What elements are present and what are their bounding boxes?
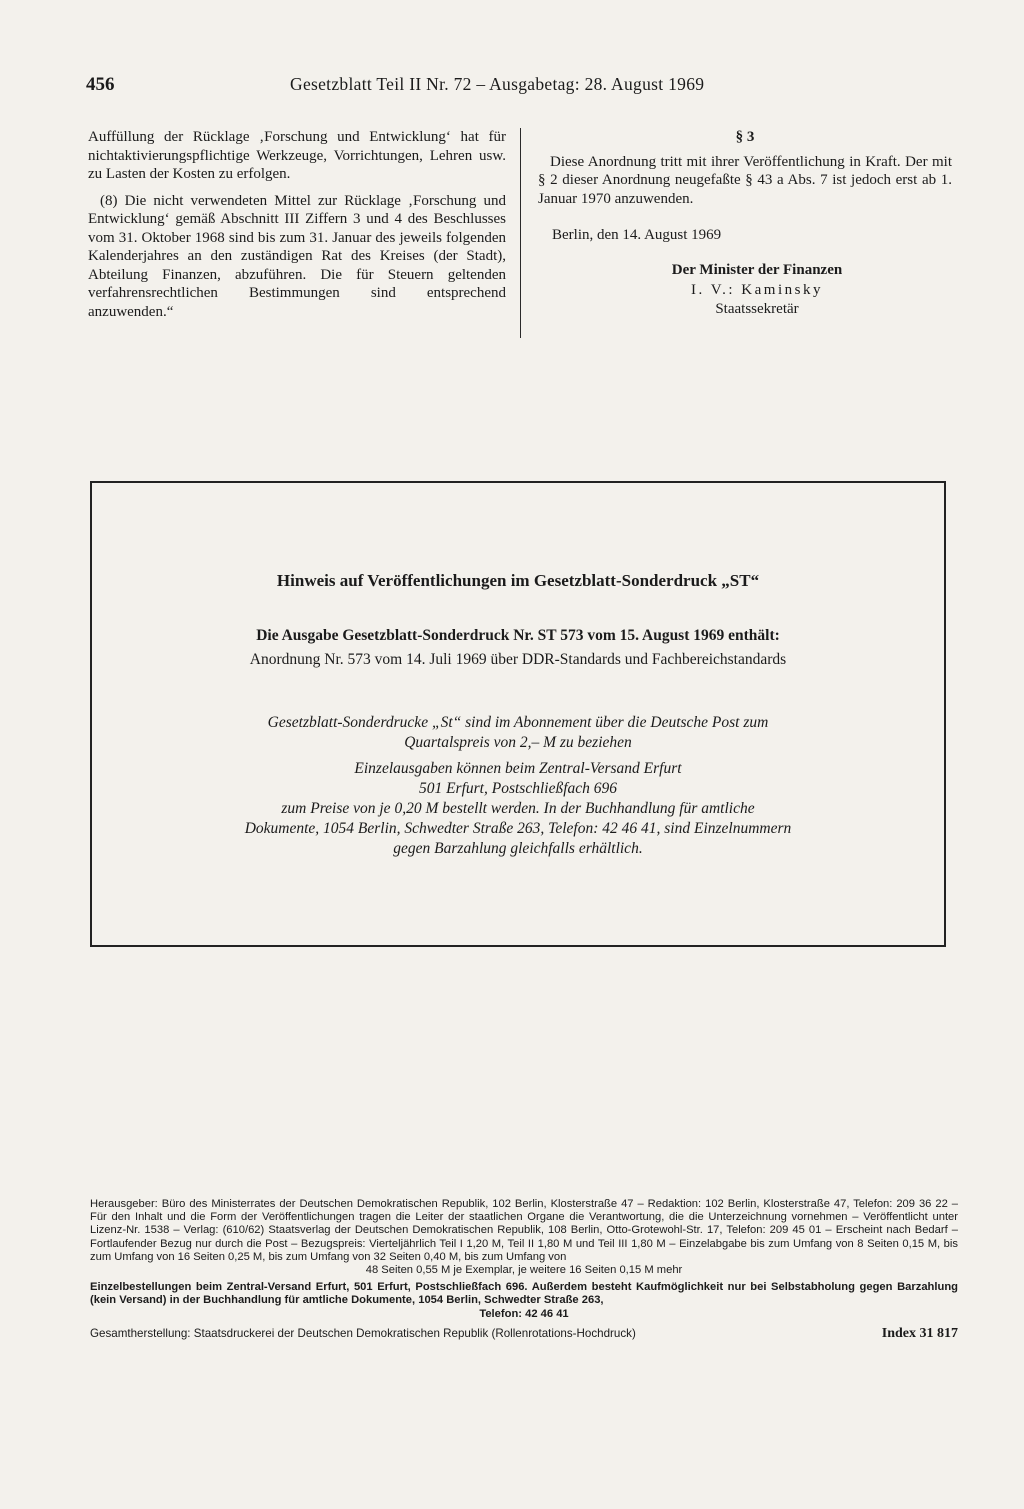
imprint-publisher-end: 48 Seiten 0,55 M je Exemplar, je weitere 16 Seiten 0,15 M mehr (365, 1264, 683, 1277)
section-body: Diese Anordnung tritt mit ihrer Veröffentlichung in Kraft. Der mit § 2 dieser Anordnung neugefaßte § 43 a Abs. 7 ist jedoch erst ab 1. Januar 1970 anzuwenden. (538, 153, 952, 207)
notice-box (90, 481, 946, 947)
notice-price-line-3: gegen Barzahlung gleichfalls erhältlich. (393, 840, 643, 857)
place-date: Berlin, den 14. August 1969 (552, 227, 722, 243)
notice-subscription-line-1: Gesetzblatt-Sonderdrucke „St“ sind im Abonnement über die Deutsche Post zum (267, 714, 769, 731)
notice-single-issues (92, 759, 944, 799)
notice-title: Hinweis auf Veröffentlichungen im Gesetzblatt-Sonderdruck „ST“ (276, 571, 760, 590)
notice-single-issues-line-2: 501 Erfurt, Postschließfach 696 (418, 780, 618, 797)
notice-price (92, 799, 944, 859)
left-column (88, 128, 506, 321)
imprint-orders-end: Telefon: 42 46 41 (479, 1307, 569, 1320)
imprint-final-row (90, 1327, 958, 1340)
imprint-publisher: Herausgeber: Büro des Ministerrates der Deutschen Demokratischen Republik, 102 Berlin, Klosterstraße 47 – Redaktion: 102 Berlin, Klosterstraße 47, Telefon: 209 36 22 – Für den Inhalt und die Form der Veröffentlichungen tragen die Leiter der staatlichen Organe die Verantwortung, die die Unterzeichnung vornehmen – Veröffentlicht unter Lizenz-Nr. 1538 – Verlag: (610/62) Staatsverlag der Deutschen Demokratischen Republik, 108 Berlin, Otto-Grotewohl-Str. 17, Telefon: 209 45 01 – Erscheint nach Bedarf – Fortlaufender Bezug nur durch die Post – Bezugspreis: Vierteljährlich Teil I 1,20 M, Teil II 1,80 M und Teil III 1,80 M – Einzelabgabe bis zum Umfang von 8 Seiten 0,15 M, bis zum Umfang von 16 Seiten 0,25 M, bis zum Umfang von 32 Seiten 0,40 M, bis zum Umfang von (90, 1198, 958, 1263)
minister-title: Der Minister der Finanzen (671, 261, 843, 278)
imprint-orders: Einzelbestellungen beim Zentral-Versand Erfurt, 501 Erfurt, Postschließfach 696. Außerdem besteht Kaufmöglichkeit nur bei Selbstabholung gegen Barzahlung (kein Versand) in der Buchhandlung für amtliche Dokumente, 1054 Berlin, Schwedter Straße 263, (90, 1281, 958, 1307)
left-paragraph-2: (8) Die nicht verwendeten Mittel zur Rücklage ‚Forschung und Entwicklung‘ gemäß Abschnitt III Ziffern 3 und 4 des Beschlusses vom 31. Oktober 1968 sind bis zum 31. Januar des jeweils folgenden Kalenderjahres an den zuständigen Rat des Kreises (der Stadt), Abteilung Finanzen, abzuführen. Die für Steuern geltenden verfahrensrechtlichen Bestimmungen sind entsprechend anzuwenden.“ (88, 192, 506, 320)
signature: I. V.: Kaminsky (691, 282, 823, 298)
notice-subscription (92, 713, 944, 753)
notice-edition-line: Die Ausgabe Gesetzblatt-Sonderdruck Nr. ST 573 vom 15. August 1969 enthält: (256, 627, 780, 644)
right-column (538, 128, 952, 318)
imprint-production: Gesamtherstellung: Staatsdruckerei der Deutschen Demokratischen Republik (Rollenrotations-Hochdruck) (90, 1326, 636, 1340)
notice-subscription-line-2: Quartalspreis von 2,– M zu beziehen (404, 734, 632, 751)
notice-price-line-2: Dokumente, 1054 Berlin, Schwedter Straße 263, Telefon: 42 46 41, sind Einzelnummern (244, 820, 792, 837)
index-number: Index 31 817 (881, 1325, 958, 1341)
running-head: Gesetzblatt Teil II Nr. 72 – Ausgabetag: 28. August 1969 (290, 74, 705, 94)
signature-role: Staatssekretär (715, 300, 799, 317)
notice-contents-line: Anordnung Nr. 573 vom 14. Juli 1969 über DDR-Standards und Fachbereichstandards (249, 651, 787, 668)
left-paragraph-1: Auffüllung der Rücklage ‚Forschung und Entwicklung‘ hat für nichtaktivierungspflichtige Werkzeuge, Vorrichtungen, Lehren usw. zu Lasten der Kosten zu erfolgen. (88, 129, 506, 182)
section-heading: § 3 (735, 129, 755, 145)
imprint (90, 1198, 958, 1340)
page-number: 456 (86, 74, 115, 95)
notice-single-issues-line-1: Einzelausgaben können beim Zentral-Versand Erfurt (354, 760, 682, 777)
notice-price-line-1: zum Preise von je 0,20 M bestellt werden. In der Buchhandlung für amtliche (281, 800, 755, 817)
column-divider (520, 128, 521, 338)
